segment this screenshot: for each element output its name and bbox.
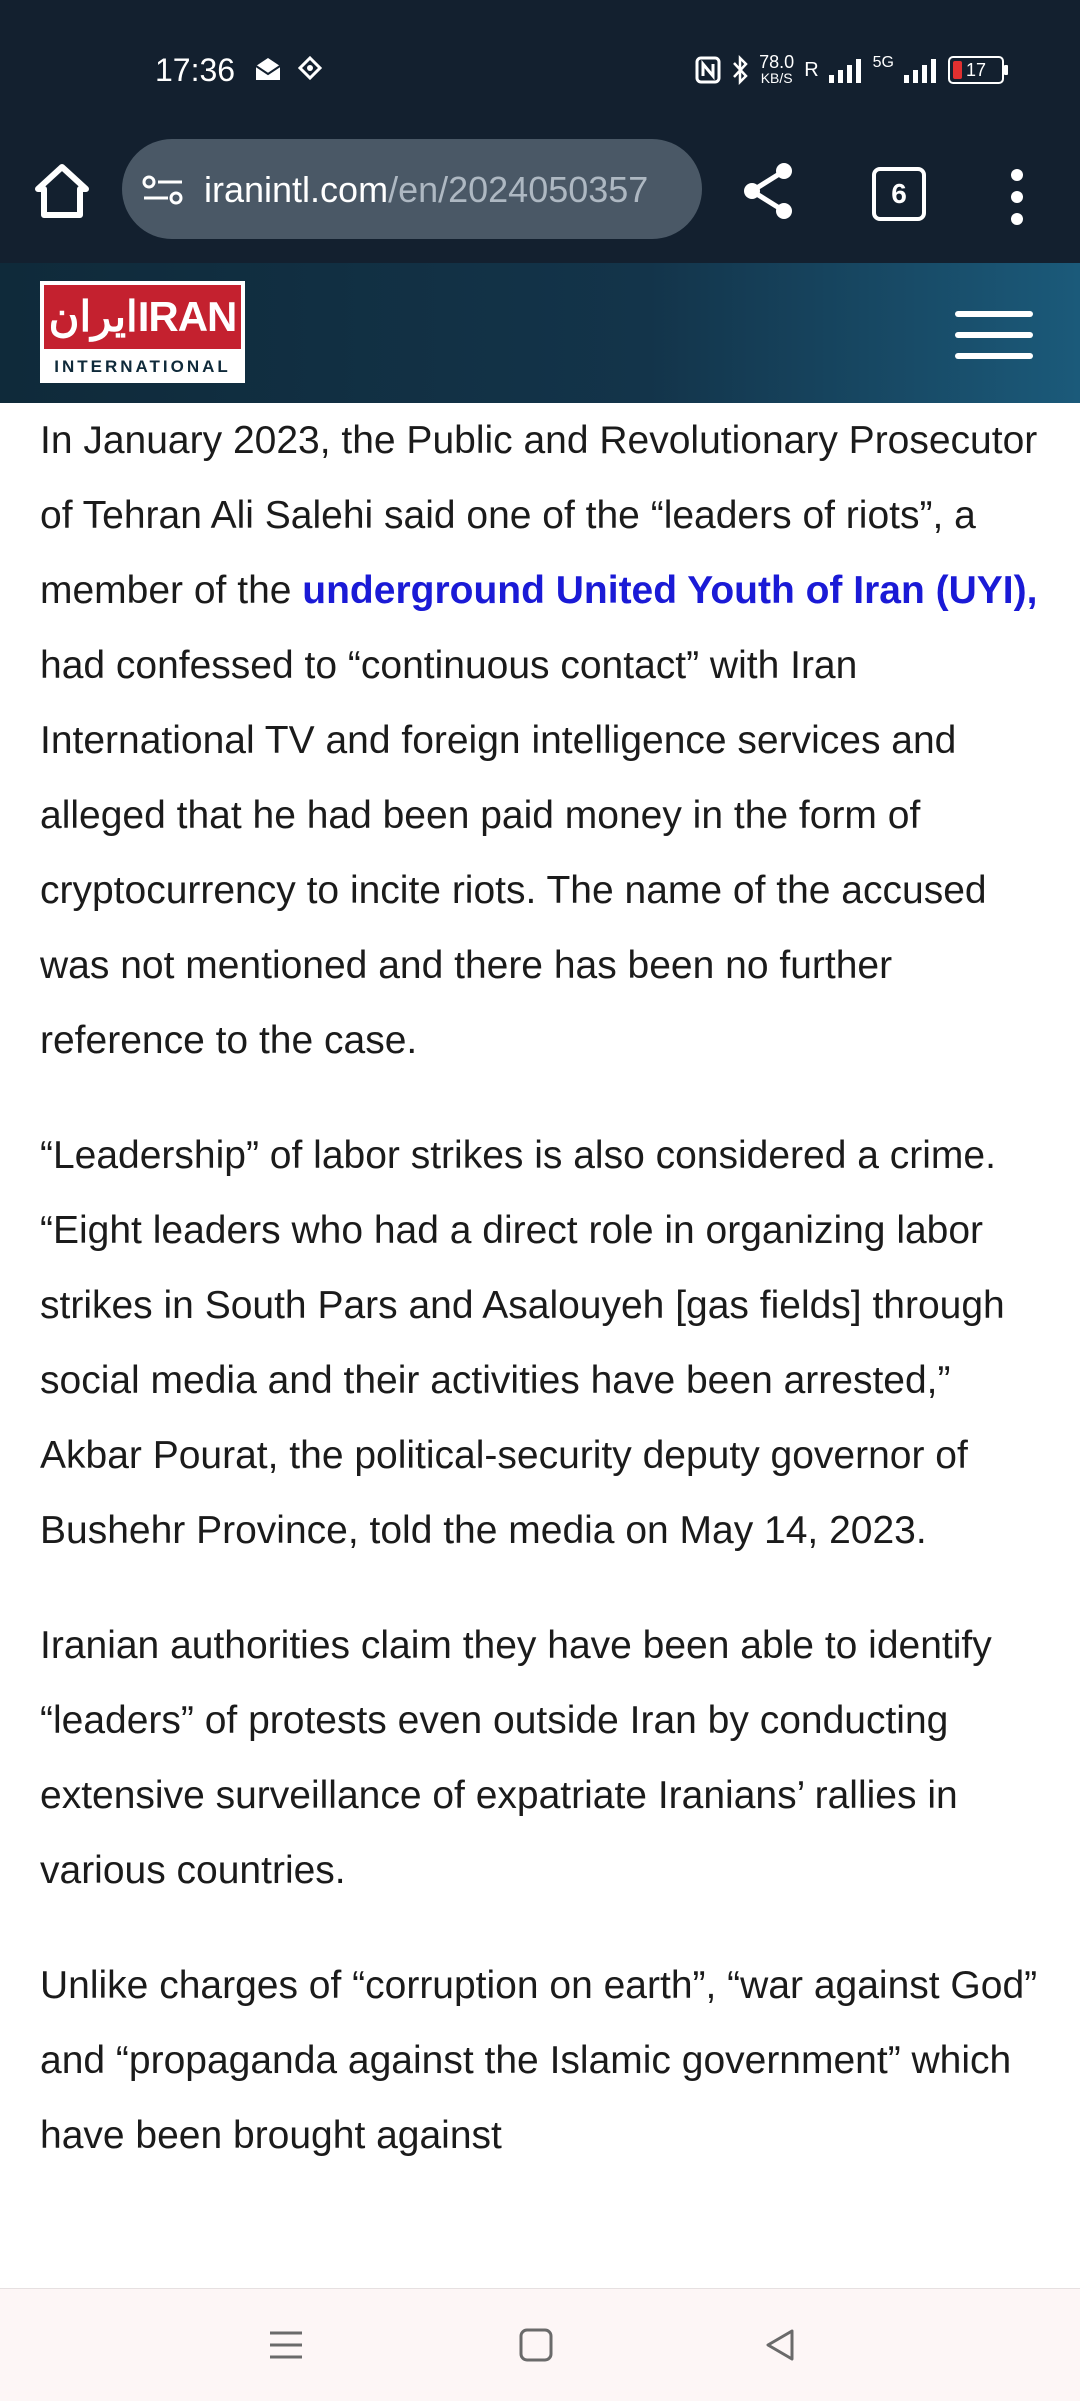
system-nav-bar — [0, 2288, 1080, 2401]
site-header — [0, 263, 1080, 403]
tab-switcher-button[interactable]: 6 — [872, 167, 926, 221]
browser-toolbar — [0, 135, 1080, 263]
article-paragraph-4: Unlike charges of “corruption on earth”, “war against God” and “propaganda against the Islamic government” which have been brought against — [40, 1964, 1038, 2157]
url-domain: iranintl.com — [204, 169, 389, 210]
battery-icon — [948, 56, 1004, 84]
article-body — [40, 403, 1040, 2288]
article-paragraph-2: “Leadership” of labor strikes is also considered a crime. “Eight leaders who had a direct role in organizing labor strikes in South Pars and Asalouyeh [gas fields] through social media and their activities have been arrested,” Akbar Pourat, the political-security deputy governor of Bushehr Province, told the media on May 14, 2023. — [40, 1134, 1005, 1552]
article-paragraph-1: In January 2023, the Public and Revolutionary Prosecutor of Tehran Ali Salehi said one of the “leaders of riots”, a member of the underground United Youth of Iran (UYI), had confessed to “continuous contact” with Iran International TV and foreign intelligence services and alleged that he had been paid money in the form of cryptocurrency to incite riots. The name of the accused was not mentioned and there has been no further reference to the case. — [40, 419, 1038, 1062]
network-speed-unit: KB/S — [760, 70, 793, 86]
network-type: 5G — [872, 54, 894, 71]
roaming-label: R — [804, 58, 819, 81]
hamburger-menu-icon[interactable] — [955, 311, 1033, 359]
logo-subtext: INTERNATIONAL — [54, 357, 231, 376]
recent-apps-icon[interactable] — [266, 2325, 306, 2365]
back-icon[interactable] — [760, 2325, 800, 2365]
vpn-icon — [298, 56, 322, 80]
signal-5g-icon — [904, 57, 938, 83]
status-bar — [0, 0, 1080, 135]
site-logo[interactable] — [40, 281, 245, 383]
bluetooth-icon — [731, 55, 749, 85]
url-text — [204, 169, 648, 211]
home-icon[interactable] — [32, 161, 92, 221]
status-time: 17:36 — [155, 52, 236, 88]
nfc-icon — [695, 56, 721, 84]
signal-icon — [829, 57, 863, 83]
network-speed — [759, 54, 794, 86]
article-paragraph-3: Iranian authorities claim they have been able to identify “leaders” of protests even outside Iran by conducting extensive surveillance of expatriate Iranians’ rallies in various countries. — [40, 1624, 992, 1892]
logo-text: ایرانIRAN — [44, 285, 241, 349]
url-path: /en/2024050357 — [388, 169, 649, 210]
status-system-icons — [695, 54, 1004, 86]
site-settings-icon[interactable] — [142, 175, 184, 205]
url-field[interactable] — [122, 139, 702, 239]
uyi-link[interactable]: underground United Youth of Iran (UYI), — [302, 569, 1038, 612]
share-icon[interactable] — [740, 161, 796, 221]
more-options-icon[interactable] — [1005, 167, 1029, 227]
mail-icon — [254, 56, 282, 82]
battery-level: 17 — [965, 59, 987, 80]
network-speed-value: 78.0 — [759, 52, 795, 72]
status-notification-icons — [254, 56, 322, 82]
home-nav-icon[interactable] — [516, 2325, 556, 2365]
